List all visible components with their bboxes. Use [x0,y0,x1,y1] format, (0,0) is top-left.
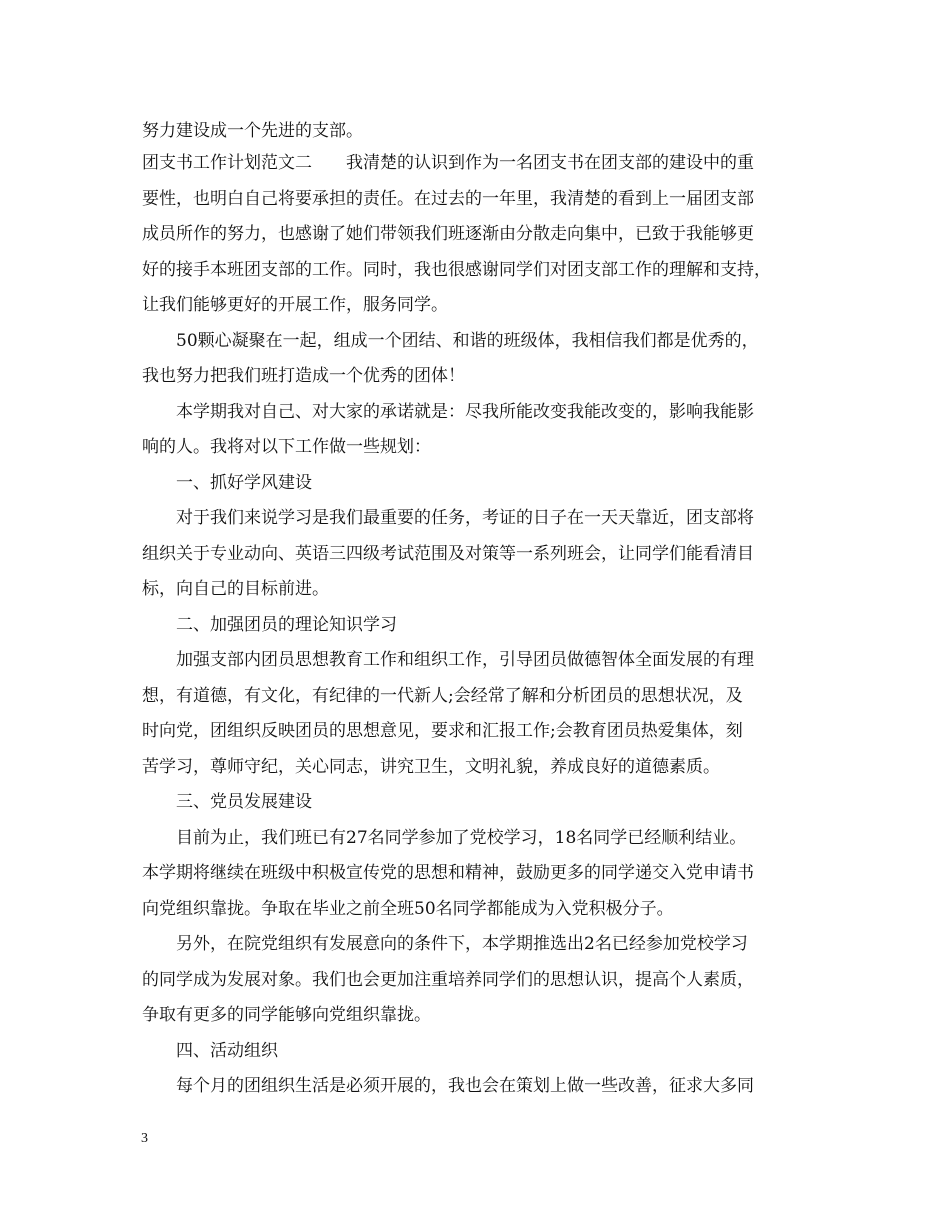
text-line: 成员所作的努力，也感谢了她们带领我们班逐渐由分散走向集中，已致于我能够更 [142,224,754,244]
text-line: 本学期我对自己、对大家的承诺就是：尽我所能改变我能改变的，影响我能影 [176,402,754,422]
text-line: 对于我们来说学习是我们最重要的任务，考证的日子在一天天靠近，团支部将 [176,508,754,528]
text-line: 努力建设成一个先进的支部。 [142,121,363,141]
page-number: 3 [141,1131,148,1146]
text-line: 让我们能够更好的开展工作，服务同学。 [142,295,448,315]
text-line: 加强支部内团员思想教育工作和组织工作，引导团员做德智体全面发展的有理 [176,650,754,670]
text-line: 的同学成为发展对象。我们也会更加注重培养同学们的思想认识，提高个人素质， [142,970,754,990]
text-line: 我也努力把我们班打造成一个优秀的团体！ [142,366,465,386]
subheading-line: 三、党员发展建设 [176,792,312,812]
text-line: 50颗心凝聚在一起，组成一个团结、和谐的班级体，我相信我们都是优秀的， [176,331,759,351]
text-line: 好的接手本班团支部的工作。同时，我也很感谢同学们对团支部工作的理解和支持， [142,260,771,280]
text-line: 要性，也明白自己将要承担的责任。在过去的一年里，我清楚的看到上一届团支部 [142,189,754,209]
text-line: 向党组织靠拢。争取在毕业之前全班50名同学都能成为入党积极分子。 [142,899,674,919]
text-line: 另外，在院党组织有发展意向的条件下，本学期推选出2名已经参加党校学习 [176,934,748,954]
text-line: 时向党，团组织反映团员的思想意见，要求和汇报工作;会教育团员热爱集体，刻 [142,721,743,741]
section-heading-line: 团支书工作计划范文二 我清楚的认识到作为一名团支书在团支部的建设中的重 [142,153,754,173]
text-line: 目前为止，我们班已有27名同学参加了党校学习，18名同学已经顺利结业。 [176,828,747,848]
text-line: 争取有更多的同学能够向党组织靠拢。 [142,1005,431,1025]
text-line: 本学期将继续在班级中积极宣传党的思想和精神，鼓励更多的同学递交入党申请书 [142,863,754,883]
text-line: 想，有道德，有文化，有纪律的一代新人;会经常了解和分析团员的思想状况，及 [142,686,743,706]
text-line: 标，向自己的目标前进。 [142,579,329,599]
subheading-line: 一、抓好学风建设 [176,473,312,493]
text-line: 响的人。我将对以下工作做一些规划： [142,437,431,457]
text-line: 每个月的团组织生活是必须开展的，我也会在策划上做一些改善，征求大多同 [176,1076,754,1096]
subheading-line: 四、活动组织 [176,1041,278,1061]
text-line: 组织关于专业动向、英语三四级考试范围及对策等一系列班会，让同学们能看清目 [142,544,754,564]
text-line: 苦学习，尊师守纪，关心同志，讲究卫生，文明礼貌，养成良好的道德素质。 [142,757,720,777]
subheading-line: 二、加强团员的理论知识学习 [176,615,397,635]
